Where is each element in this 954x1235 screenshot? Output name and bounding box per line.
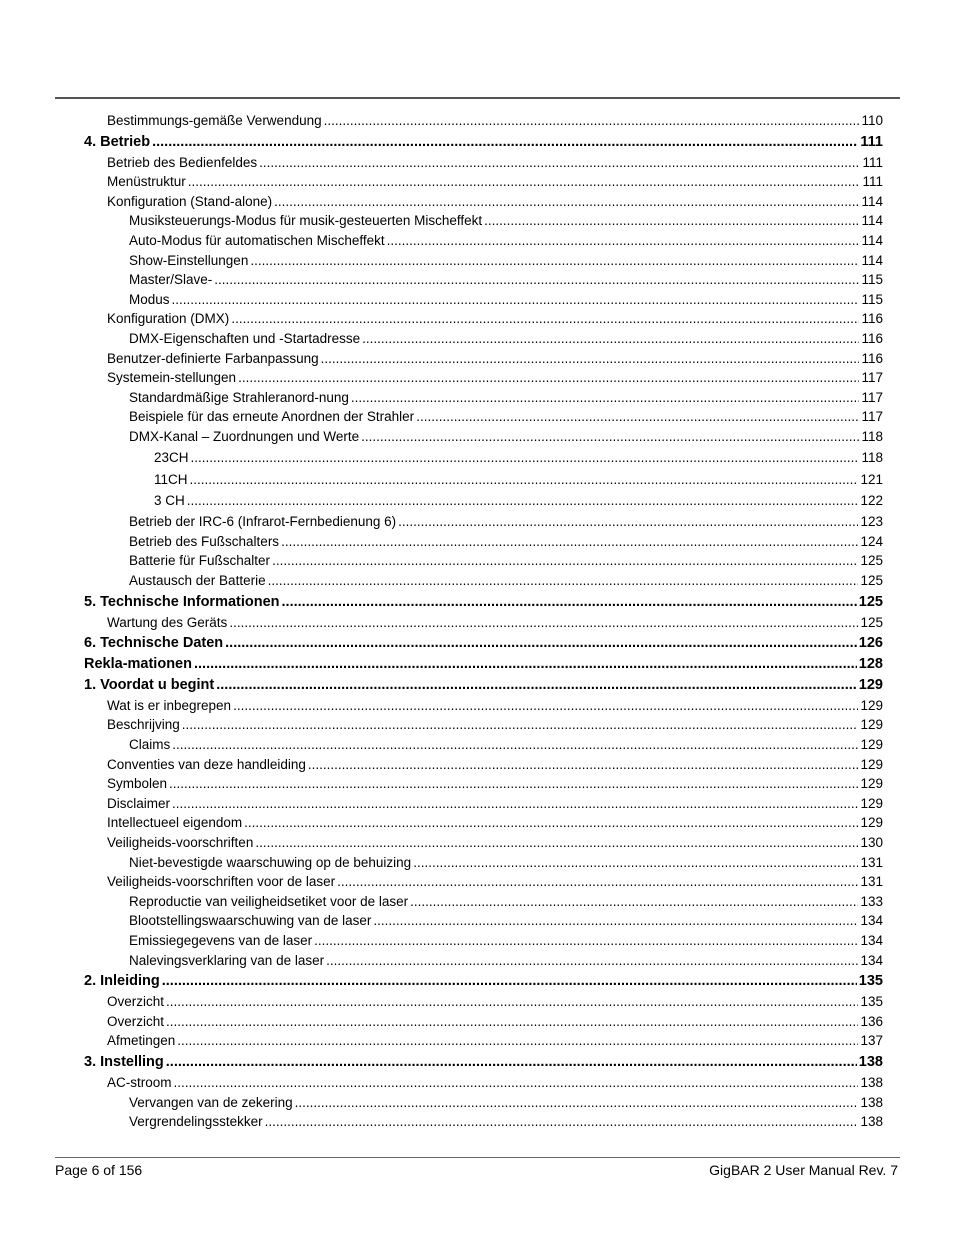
toc-entry-title: Symbolen [107, 776, 168, 792]
toc-entry-title: Menüstruktur [107, 174, 186, 190]
toc-entry[interactable] [129, 913, 883, 928]
toc-leader-dots [321, 351, 860, 366]
toc-entry[interactable] [107, 370, 883, 385]
toc-entry[interactable] [84, 973, 883, 989]
toc-leader-dots [191, 450, 860, 465]
toc-entry-page: 133 [860, 893, 883, 909]
toc-entry-title: Auto-Modus für automatischen Mischeffekt [129, 233, 385, 248]
toc-entry-page: 129 [858, 677, 883, 693]
toc-entry-title: Emissiegegevens van de laser [129, 933, 313, 948]
header-rule [55, 97, 900, 99]
toc-entry[interactable] [107, 311, 883, 326]
toc-entry-page: 138 [858, 1054, 883, 1071]
toc-entry[interactable] [129, 573, 883, 588]
toc-leader-dots [216, 677, 857, 693]
toc-entry-title: Konfiguration (Stand-alone) [107, 193, 273, 209]
toc-leader-dots [238, 370, 859, 385]
toc-entry-page: 114 [861, 252, 883, 268]
toc-entry-page: 117 [861, 389, 883, 405]
toc-entry-title: 11CH [154, 471, 188, 487]
toc-entry-page: 114 [861, 213, 883, 229]
toc-entry-title: AC-stroom [107, 1075, 172, 1090]
toc-entry-page: 137 [860, 1033, 883, 1049]
toc-entry[interactable] [107, 1014, 883, 1029]
toc-entry-page: 131 [860, 854, 883, 870]
toc-entry[interactable] [154, 493, 883, 508]
toc-entry[interactable] [129, 272, 883, 287]
toc-entry-title: Veiligheids-voorschriften [107, 835, 254, 850]
toc-entry-title: Afmetingen [107, 1033, 176, 1049]
toc-entry-page: 129 [860, 697, 883, 713]
toc-leader-dots [398, 514, 858, 529]
toc-entry[interactable] [129, 933, 883, 948]
toc-entry-title: Overzicht [107, 994, 165, 1010]
toc-entry-title: Nalevingsverklaring van de laser [129, 952, 325, 968]
toc-entry-page: 125 [860, 553, 883, 569]
toc-entry-page: 138 [860, 1075, 883, 1090]
toc-entry-page: 135 [858, 973, 883, 990]
toc-entry-page: 129 [860, 756, 883, 772]
toc-entry-title: Wat is er inbegrepen [107, 697, 232, 713]
toc-entry[interactable] [107, 835, 883, 850]
toc-entry-title: Beschrijving [107, 717, 180, 733]
toc-entry-title: Betrieb des Bedienfeldes [107, 154, 258, 170]
toc-entry-title: Vervangen van de zekering [129, 1094, 293, 1110]
toc-leader-dots [174, 1075, 859, 1090]
toc-leader-dots [233, 698, 858, 713]
toc-entry-page: 125 [860, 573, 883, 588]
toc-entry-page: 111 [862, 174, 883, 190]
toc-entry-page: 129 [860, 776, 883, 792]
toc-entry-title: Musiksteuerungs-Modus für musik-gesteuerten Mischeffekt [129, 213, 483, 229]
toc-leader-dots [169, 776, 858, 791]
toc-entry[interactable] [129, 855, 883, 870]
toc-leader-dots [225, 635, 857, 651]
toc-leader-dots [166, 994, 858, 1009]
toc-leader-dots [295, 1095, 859, 1110]
toc-leader-dots [265, 1114, 859, 1129]
toc-entry-page: 117 [861, 409, 883, 425]
toc-entry-title: Vergrendelingsstekker [129, 1114, 263, 1130]
toc-entry-page: 129 [860, 737, 883, 752]
toc-leader-dots [484, 213, 859, 228]
toc-entry-page: 118 [861, 450, 883, 466]
toc-leader-dots [190, 472, 859, 487]
toc-entry[interactable] [129, 534, 883, 549]
toc-entry[interactable] [129, 894, 883, 909]
toc-entry[interactable] [107, 815, 883, 830]
toc-entry-title: Overzicht [107, 1013, 165, 1029]
toc-entry[interactable] [84, 1054, 883, 1070]
toc-leader-dots [177, 1033, 858, 1048]
toc-leader-dots [187, 493, 859, 508]
toc-entry-title: Conventies van deze handleiding [107, 756, 306, 772]
toc-entry-title: Wartung des Geräts [107, 614, 228, 630]
toc-entry-page: 138 [860, 1114, 883, 1130]
toc-entry-page: 128 [858, 656, 883, 673]
toc-leader-dots [413, 855, 858, 870]
toc-entry-page: 134 [860, 933, 883, 948]
toc-leader-dots [255, 835, 858, 850]
toc-entry[interactable] [107, 615, 883, 630]
toc-leader-dots [231, 311, 859, 326]
toc-entry[interactable] [107, 874, 883, 889]
toc-leader-dots [214, 272, 859, 287]
toc-entry-page: 116 [861, 331, 883, 346]
toc-leader-dots [416, 409, 859, 424]
toc-entry-title: Betrieb der IRC-6 (Infrarot-Fernbedienung 6) [129, 514, 397, 530]
toc-entry[interactable] [129, 953, 883, 968]
toc-entry-page: 129 [860, 795, 883, 811]
toc-leader-dots [373, 913, 858, 928]
toc-entry[interactable] [107, 113, 883, 128]
toc-leader-dots [387, 233, 860, 248]
toc-entry-page: 123 [860, 514, 883, 530]
toc-entry-page: 116 [861, 311, 883, 327]
toc-entry-title: Beispiele für das erneute Anordnen der Strahler [129, 409, 415, 425]
toc-leader-dots [362, 331, 859, 346]
toc-entry[interactable] [107, 1075, 883, 1090]
toc-entry-title: 3. Instelling [84, 1054, 164, 1071]
toc-entry-page: 110 [861, 113, 883, 128]
toc-entry-page: 135 [860, 994, 883, 1010]
toc-entry-title: Batterie für Fußschalter [129, 553, 271, 569]
toc-entry[interactable] [107, 174, 883, 189]
toc-entry-page: 118 [861, 429, 883, 444]
toc-leader-dots [182, 717, 859, 732]
toc-entry-title: Standardmäßige Strahleranord-nung [129, 389, 349, 405]
toc-entry[interactable] [84, 635, 883, 651]
footer-rule [55, 1157, 900, 1158]
toc-entry-title: Show-Einstellungen [129, 252, 249, 268]
toc-entry-title: Disclaimer [107, 795, 171, 811]
toc-leader-dots [194, 656, 857, 672]
toc-entry-page: 134 [860, 913, 883, 929]
toc-entry[interactable] [129, 1114, 883, 1129]
toc-leader-dots [272, 553, 858, 568]
toc-leader-dots [410, 894, 858, 909]
toc-entry-title: Blootstellingswaarschuwing van de laser [129, 913, 372, 929]
toc-entry[interactable] [107, 776, 883, 791]
toc-leader-dots [337, 874, 858, 889]
toc-entry-title: 2. Inleiding [84, 973, 160, 990]
toc-entry-title: Rekla-mationen [84, 656, 192, 673]
toc-entry-title: 3 CH [154, 492, 185, 508]
toc-leader-dots [229, 615, 858, 630]
toc-entry[interactable] [129, 514, 883, 529]
toc-entry[interactable] [84, 134, 883, 150]
toc-leader-dots [326, 953, 858, 968]
toc-entry[interactable] [129, 213, 883, 228]
toc-entry-page: 121 [860, 471, 883, 487]
toc-entry[interactable] [107, 994, 883, 1009]
toc-entry-page: 115 [861, 291, 883, 307]
toc-entry[interactable] [107, 757, 883, 772]
toc-leader-dots [274, 194, 859, 209]
toc-entry[interactable] [129, 409, 883, 424]
toc-entry[interactable] [107, 698, 883, 713]
toc-entry[interactable] [84, 594, 883, 610]
toc-entry-title: Reproductie van veiligheidsetiket voor de laser [129, 893, 409, 909]
toc-entry[interactable] [107, 351, 883, 366]
toc-entry-page: 134 [860, 952, 883, 968]
footer-manual-title: GigBAR 2 User Manual Rev. 7 [709, 1162, 898, 1178]
toc-entry-title: DMX-Kanal – Zuordnungen und Werte [129, 429, 360, 444]
toc-leader-dots [166, 1014, 858, 1029]
toc-entry-title: Niet-bevestigde waarschuwing op de behuizing [129, 854, 412, 870]
toc-leader-dots [351, 390, 860, 405]
toc-entry-title: 1. Voordat u begint [84, 677, 215, 693]
toc-entry-title: Systemein-stellungen [107, 370, 237, 386]
toc-entry-page: 125 [858, 593, 883, 610]
toc-entry-title: Modus [129, 291, 170, 307]
toc-entry[interactable] [154, 472, 883, 487]
toc-leader-dots [282, 594, 857, 610]
toc-leader-dots [152, 134, 858, 150]
toc-entry-page: 111 [860, 133, 883, 150]
toc-entry-page: 111 [862, 154, 883, 170]
toc-entry-title: Benutzer-definierte Farbanpassung [107, 350, 319, 366]
toc-entry-title: 23CH [154, 450, 189, 466]
toc-entry-page: 131 [860, 874, 883, 890]
toc-entry-title: Master/Slave- [129, 272, 213, 288]
toc-leader-dots [172, 796, 858, 811]
toc-leader-dots [188, 174, 861, 189]
toc-leader-dots [259, 155, 860, 170]
footer-page-number: Page 6 of 156 [55, 1162, 143, 1178]
toc-entry-title: 6. Technische Daten [84, 635, 224, 652]
toc-entry[interactable] [129, 429, 883, 444]
toc-leader-dots [281, 534, 858, 549]
toc-entry-page: 114 [861, 193, 883, 209]
toc-entry-title: Betrieb des Fußschalters [129, 533, 280, 549]
toc-entry-title: 5. Technische Informationen [84, 593, 280, 610]
toc-entry[interactable] [107, 194, 883, 209]
toc-entry-title: Konfiguration (DMX) [107, 311, 230, 327]
toc-entry[interactable] [129, 292, 883, 307]
toc-leader-dots [172, 292, 860, 307]
toc-entry-page: 136 [860, 1013, 883, 1029]
toc-leader-dots [250, 253, 859, 268]
toc-entry[interactable] [129, 1095, 883, 1110]
toc-leader-dots [361, 429, 859, 444]
toc-entry[interactable] [107, 717, 883, 732]
toc-entry-page: 114 [861, 233, 883, 248]
toc-entry-page: 115 [861, 272, 883, 288]
toc-entry-title: Intellectueel eigendom [107, 815, 243, 831]
toc-entry-title: DMX-Eigenschaften und -Startadresse [129, 331, 361, 346]
toc-entry[interactable] [129, 553, 883, 568]
toc-entry[interactable] [129, 253, 883, 268]
toc-entry-page: 122 [860, 492, 883, 508]
toc-entry-page: 129 [860, 717, 883, 733]
toc-entry[interactable] [129, 331, 883, 346]
toc-leader-dots [162, 973, 857, 989]
toc-entry[interactable] [84, 656, 883, 672]
toc-leader-dots [268, 573, 859, 588]
toc-entry-title: Claims [129, 737, 171, 752]
toc-entry[interactable] [107, 155, 883, 170]
toc-entry-page: 117 [861, 370, 883, 386]
toc-leader-dots [244, 815, 858, 830]
toc-leader-dots [166, 1054, 857, 1070]
toc-entry[interactable] [129, 737, 883, 752]
toc-entry-page: 138 [860, 1094, 883, 1110]
toc-entry-page: 129 [860, 815, 883, 831]
toc-leader-dots [308, 757, 859, 772]
toc-leader-dots [324, 113, 860, 128]
toc-entry[interactable] [107, 1033, 883, 1048]
toc-entry[interactable] [129, 233, 883, 248]
toc-entry-title: Austausch der Batterie [129, 573, 266, 588]
toc-entry[interactable] [129, 390, 883, 405]
toc-entry-title: Bestimmungs-gemäße Verwendung [107, 113, 322, 128]
toc-entry[interactable] [107, 796, 883, 811]
toc-leader-dots [172, 737, 858, 752]
toc-entry[interactable] [154, 450, 883, 465]
toc-entry-page: 130 [860, 835, 883, 850]
toc-entry[interactable] [84, 677, 883, 693]
toc-leader-dots [314, 933, 858, 948]
toc-entry-page: 126 [858, 635, 883, 652]
toc-entry-page: 125 [860, 614, 883, 630]
toc-entry-title: 4. Betrieb [84, 133, 151, 150]
toc-entry-page: 124 [860, 533, 883, 549]
toc-entry-page: 116 [861, 350, 883, 366]
toc-entry-title: Veiligheids-voorschriften voor de laser [107, 874, 336, 890]
